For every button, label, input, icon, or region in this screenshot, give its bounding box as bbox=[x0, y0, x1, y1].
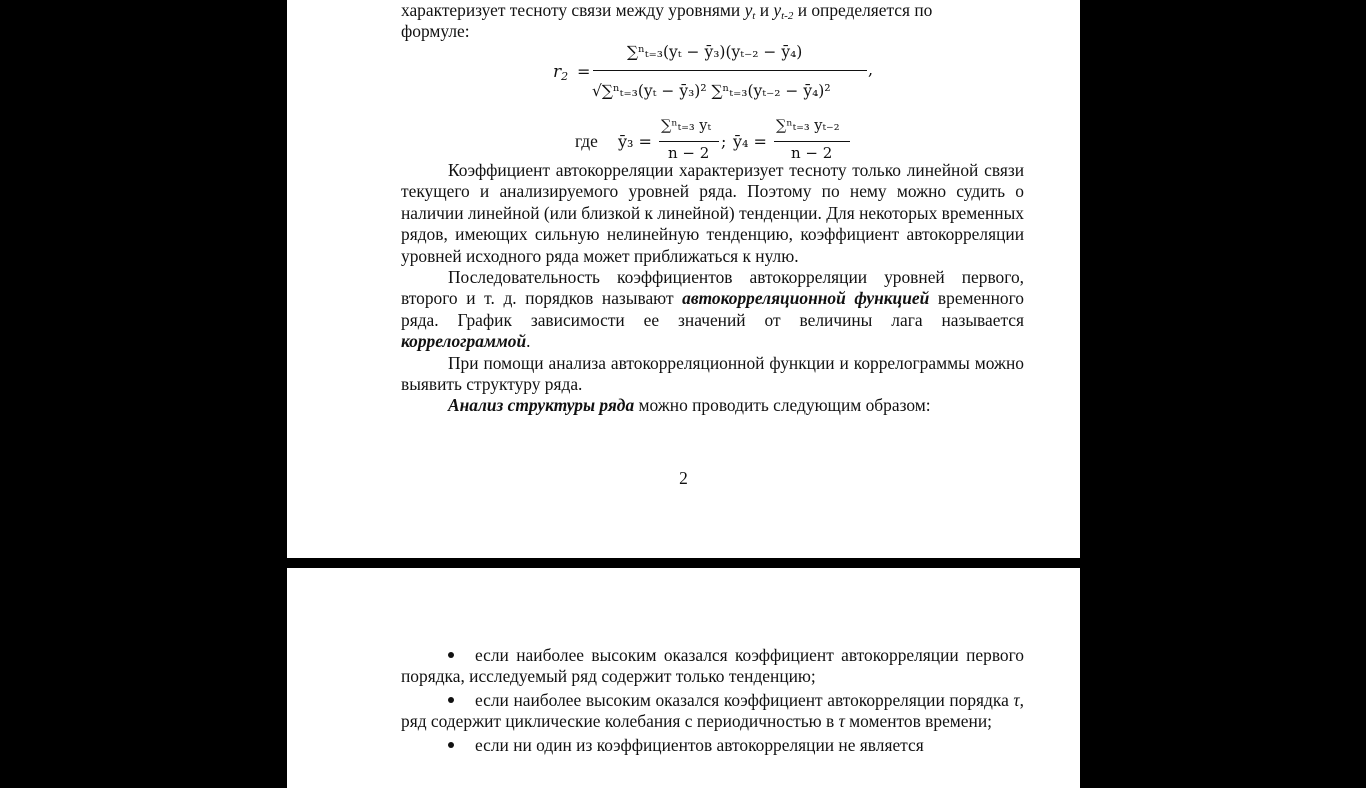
y4-fraction-bar bbox=[774, 141, 850, 142]
bullet-item-1 bbox=[401, 645, 1024, 688]
formula-lhs bbox=[553, 62, 568, 82]
formula-fraction-bar bbox=[593, 70, 867, 71]
formula-lhs-sub: 2 bbox=[561, 70, 569, 83]
bullet2-text-c: моментов времени; bbox=[844, 711, 992, 732]
para2-text-c: . bbox=[526, 331, 531, 352]
intro-text-b: и определяется по bbox=[793, 0, 933, 20]
bullet2-text-a: если наиболее высоким оказался коэффициент автокорреляции порядка bbox=[475, 689, 1014, 710]
y4-denominator: n − 2 bbox=[791, 144, 833, 162]
bullet-dot-icon bbox=[448, 697, 454, 703]
para2-text-a: Последовательность коэффициентов автокорреляции уровней первого, второго и т. д. порядков называют bbox=[401, 267, 1024, 309]
paragraph-structure: При помощи анализа автокорреляционной функции и коррелограммы можно выявить структуру ряда. bbox=[401, 352, 1024, 395]
var-yt2-sub: t-2 bbox=[781, 10, 794, 22]
bullet-dot-icon bbox=[448, 742, 454, 748]
y3-numerator: ∑ⁿₜ₌₃ yₜ bbox=[661, 118, 712, 134]
formula-lhs-base: r bbox=[553, 62, 562, 82]
y4-numerator: ∑ⁿₜ₌₃ yₜ₋₂ bbox=[776, 118, 840, 134]
formula-semicolon: ; bbox=[721, 132, 727, 151]
bullet-item-2 bbox=[401, 690, 1024, 733]
y3-fraction-bar bbox=[659, 141, 719, 142]
intro-line2: формуле: bbox=[401, 21, 470, 42]
bullet3-text: если ни один из коэффициентов автокорреляции не является bbox=[475, 734, 924, 755]
formula-equals: = bbox=[577, 62, 591, 81]
var-yt2-base: y bbox=[773, 0, 782, 20]
formula-comma: , bbox=[868, 60, 874, 79]
var-yt-base: y bbox=[744, 0, 753, 20]
term-acf: автокорреляционной функцией bbox=[682, 288, 930, 309]
bullet-item-3 bbox=[401, 735, 1024, 756]
document-page-2 bbox=[287, 0, 1080, 558]
y4-mean: ȳ₄ = bbox=[733, 132, 767, 151]
var-yt-sub: t bbox=[752, 10, 756, 22]
formula-numerator: ∑ⁿₜ₌₃(yₜ − ȳ₃)(yₜ₋₂ − ȳ₄) bbox=[627, 43, 803, 61]
intro-text-a: характеризует тесноту связи между уровнями bbox=[401, 0, 745, 20]
y3-denominator: n − 2 bbox=[668, 144, 710, 162]
y3-mean: ȳ₃ = bbox=[618, 132, 652, 151]
var-yt2 bbox=[773, 0, 793, 20]
tau-symbol: τ bbox=[838, 711, 845, 732]
term-correlogram: коррелограммой bbox=[401, 331, 527, 352]
page-number: 2 bbox=[679, 468, 688, 488]
where-label: где bbox=[575, 131, 598, 151]
body-text bbox=[401, 160, 1024, 417]
bullet1-text: если наиболее высоким оказался коэффициент автокорреляции первого порядка, исследуемый ряд содержит только тенденцию; bbox=[401, 645, 1024, 687]
paragraph-analysis bbox=[401, 395, 1024, 416]
intro-text bbox=[401, 0, 1024, 43]
var-yt bbox=[745, 0, 756, 20]
tau-symbol: τ bbox=[1013, 689, 1020, 710]
bullet-list bbox=[401, 645, 1024, 756]
intro-and: и bbox=[755, 0, 774, 20]
document-page-3 bbox=[287, 568, 1080, 788]
para4-rest: можно проводить следующим образом: bbox=[634, 395, 931, 416]
paragraph-acf bbox=[401, 267, 1024, 353]
bullet-dot-icon bbox=[448, 652, 454, 658]
para2-text-b: временного ряда. График зависимости ее значений от величины лага называется bbox=[401, 288, 1024, 330]
paragraph-autocorrelation: Коэффициент автокорреляции характеризует тесноту только линейной связи текущего и анализируемого уровней ряда. Поэтому по нему можно судить о наличии линейной (или близкой к линейной) тенденции. Для некоторых временных рядов, имеющих сильную нелинейную тенденцию, коэффициент автокорреляции уровней исходного ряда может приближаться к нулю. bbox=[401, 160, 1024, 266]
term-structure-analysis: Анализ структуры ряда bbox=[448, 395, 635, 416]
bullet2-text-b: , ряд содержит циклические колебания с периодичностью в bbox=[401, 689, 1024, 732]
formula-denominator: √∑ⁿₜ₌₃(yₜ − ȳ₃)² ∑ⁿₜ₌₃(yₜ₋₂ − ȳ₄)² bbox=[592, 82, 831, 100]
